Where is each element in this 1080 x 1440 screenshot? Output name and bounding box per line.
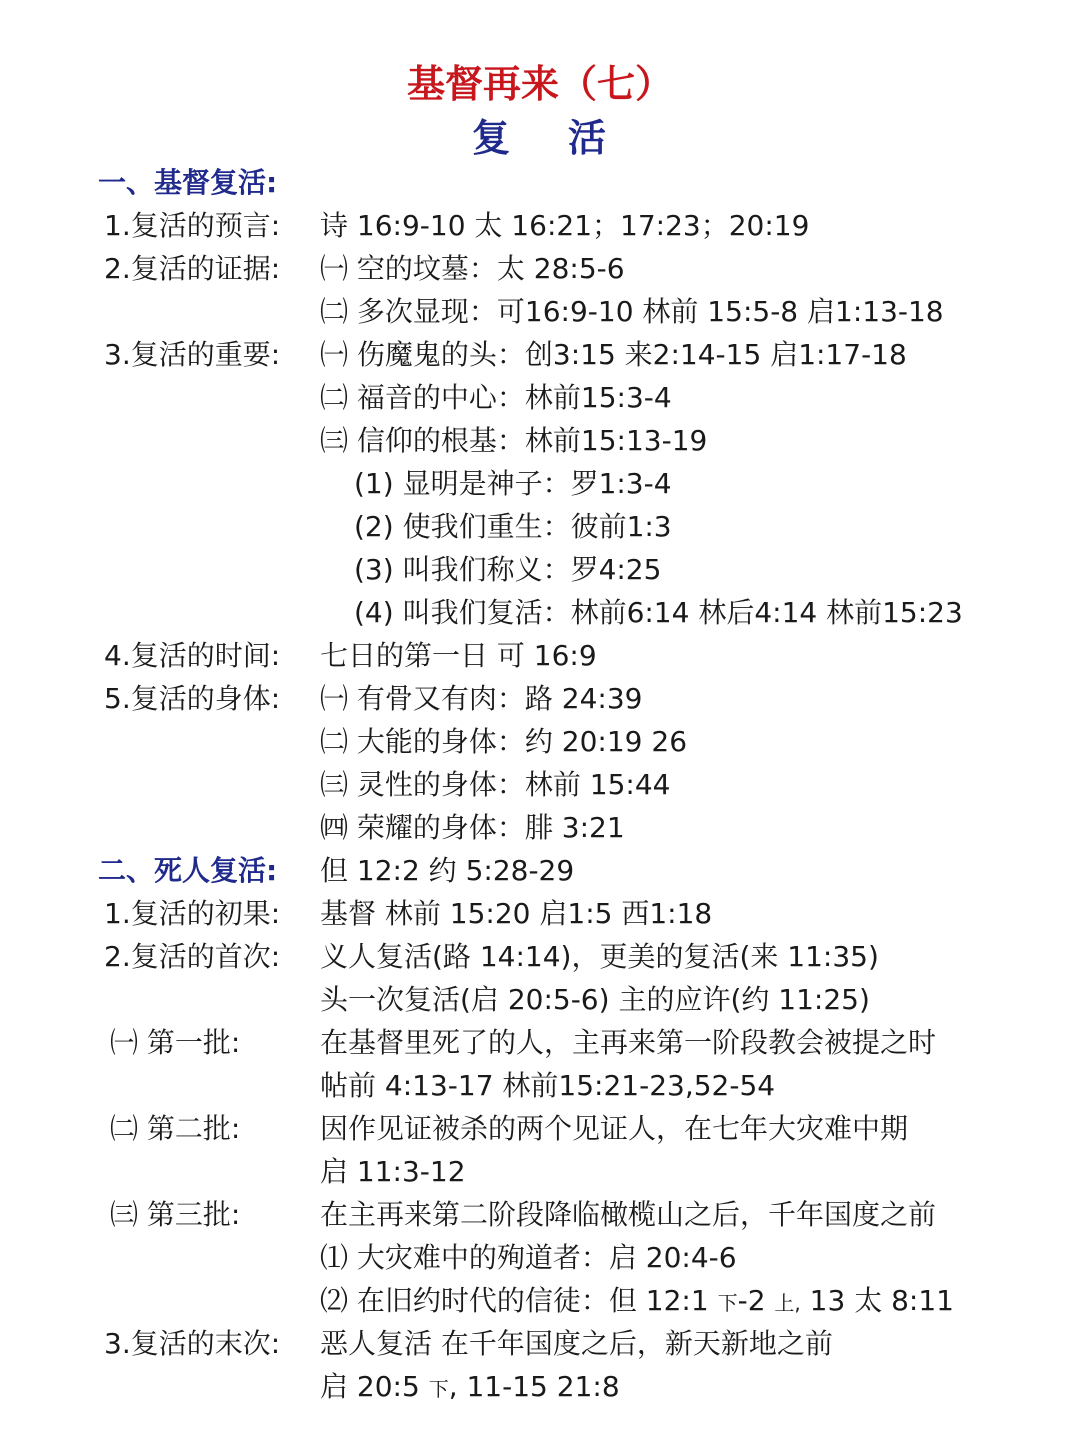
sub-item: (4) 叫我们复活：林前6:14 林后4:14 林前15:23 (354, 596, 963, 629)
item-label: 1.复活的初果: (104, 897, 281, 930)
item-text: 在主再来第二阶段降临橄榄山之后，千年国度之前 (320, 1198, 937, 1231)
lower-mark: 下 (717, 1291, 738, 1315)
item-text: 诗 16:9-10 太 16:21；17:23；20:19 (320, 209, 810, 242)
text-part: 13 太 8:11 (800, 1284, 954, 1317)
item-label: 3.复活的重要: (104, 338, 281, 371)
item-text: ㈠ 有骨又有肉：路 24:39 (320, 682, 643, 715)
item-text: 帖前 4:13-17 林前15:21-23,52-54 (320, 1069, 776, 1102)
item-label: 2.复活的证据: (104, 252, 281, 285)
subtitle-char-1: 复 (471, 116, 512, 160)
item-label: ㈡ 第二批: (110, 1112, 241, 1145)
item-text: 启 11:3-12 (320, 1155, 466, 1188)
item-text: 七日的第一日 可 16:9 (320, 639, 597, 672)
page-title: 基督再来（七） (406, 62, 673, 106)
item-text: ㈠ 空的坟墓：太 28:5-6 (320, 252, 625, 285)
item-label: 3.复活的末次: (104, 1327, 281, 1360)
sub-item: (1) 显明是神子：罗1:3-4 (354, 467, 672, 500)
item-text: ㈣ 荣耀的身体：腓 3:21 (320, 811, 625, 844)
item-text: ㈡ 大能的身体：约 20:19 26 (320, 725, 688, 758)
item-label: 2.复活的首次: (104, 940, 281, 973)
item-text: ㈡ 福音的中心：林前15:3-4 (320, 381, 672, 414)
item-text: ㈢ 信仰的根基：林前15:13-19 (320, 424, 708, 457)
section-heading-dead-resurrection: 二、死人复活: (98, 854, 278, 887)
item-text: 头一次复活(启 20:5-6) 主的应许(约 11:25) (320, 983, 870, 1016)
item-text: ㈠ 伤魔鬼的头：创3:15 来2:14-15 启1:17-18 (320, 338, 907, 371)
item-text: ⑴ 大灾难中的殉道者：启 20:4-6 (320, 1241, 737, 1274)
item-text: ㈡ 多次显现：可16:9-10 林前 15:5-8 启1:13-18 (320, 295, 944, 328)
subtitle-char-2: 活 (568, 116, 609, 160)
item-text (320, 1367, 620, 1409)
item-label: 4.复活的时间: (104, 639, 281, 672)
item-text: 义人复活(路 14:14)，更美的复活(来 11:35) (320, 940, 879, 973)
text-part: -2 (737, 1284, 775, 1317)
text-part: 启 20:5 (320, 1370, 429, 1403)
item-label: 1.复活的预言: (104, 209, 281, 242)
text-part: , 11-15 21:8 (448, 1370, 620, 1403)
section-heading-text: 但 12:2 约 5:28-29 (320, 854, 575, 887)
text-part: ⑵ 在旧约时代的信徒：但 12:1 (320, 1284, 718, 1317)
section-heading-christ-resurrection: 一、基督复活: (98, 166, 278, 199)
item-text: 在基督里死了的人，主再来第一阶段教会被提之时 (320, 1026, 937, 1059)
item-text: 恶人复活 在千年国度之后，新天新地之前 (320, 1327, 833, 1360)
item-label: ㈠ 第一批: (110, 1026, 241, 1059)
page-subtitle (0, 114, 1080, 162)
item-text: 基督 林前 15:20 启1:5 西1:18 (320, 897, 713, 930)
item-text: 因作见证被杀的两个见证人，在七年大灾难中期 (320, 1112, 909, 1145)
lower-mark: 下 (428, 1377, 449, 1401)
item-label: 5.复活的身体: (104, 682, 281, 715)
upper-mark: 上, (774, 1291, 801, 1315)
item-label: ㈢ 第三批: (110, 1198, 241, 1231)
sub-item: (3) 叫我们称义：罗4:25 (354, 553, 662, 586)
sub-item: (2) 使我们重生：彼前1:3 (354, 510, 672, 543)
item-text (320, 1281, 954, 1323)
item-text: ㈢ 灵性的身体：林前 15:44 (320, 768, 671, 801)
